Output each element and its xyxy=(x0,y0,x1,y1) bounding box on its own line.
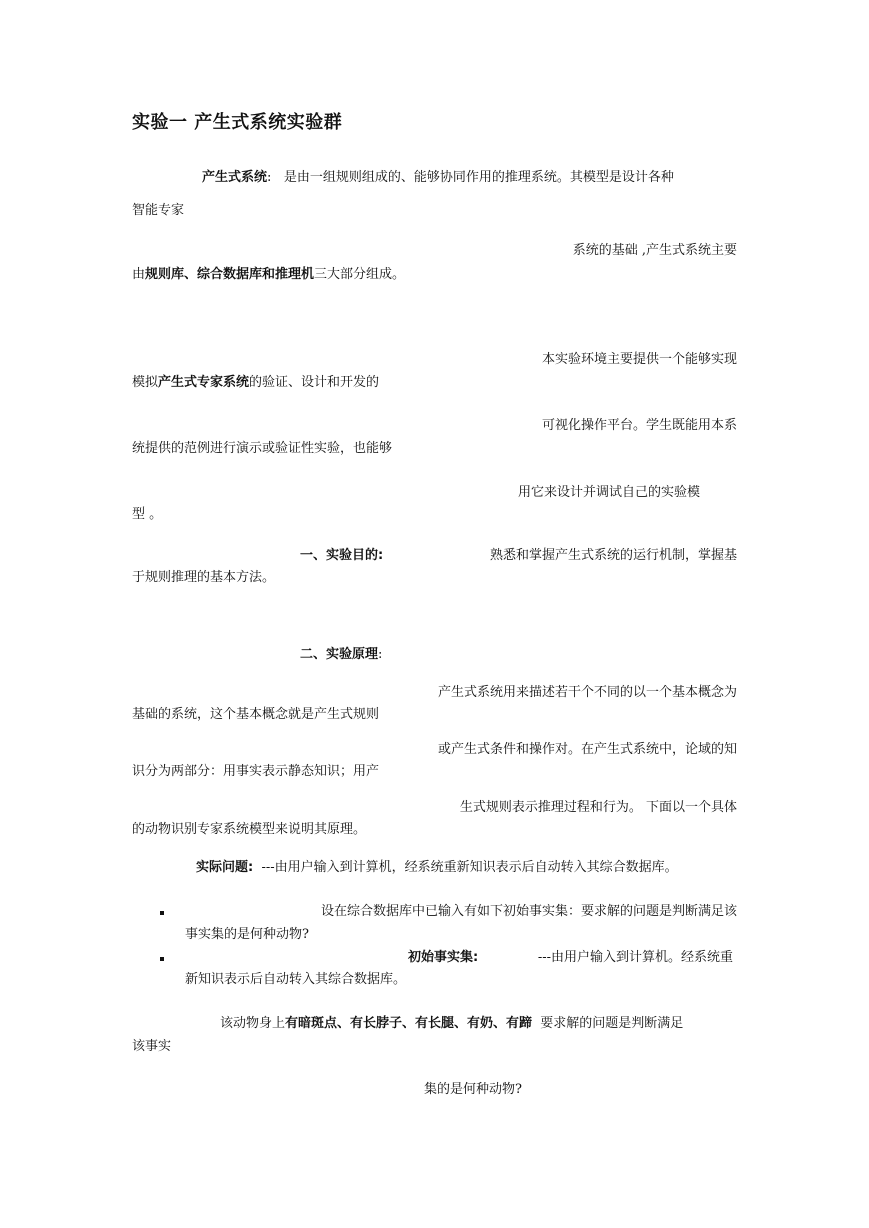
s2-colon: : xyxy=(378,647,383,662)
problem-line xyxy=(196,860,678,876)
p2-line5: 用它来设计并调试自己的实验模 xyxy=(518,485,701,500)
closing-line3: 集的是何种动物? xyxy=(424,1082,522,1097)
s1-text2: 于规则推理的基本方法。 xyxy=(132,570,276,585)
closing-line1 xyxy=(220,1016,683,1032)
page-title: 实验一 产生式系统实验群 xyxy=(132,112,343,133)
p1-line2: 智能专家 xyxy=(132,203,185,218)
s2-line6: 的动物识别专家系统模型来说明其原理。 xyxy=(132,822,367,837)
p1-text4a: 由 xyxy=(132,267,146,282)
s2-line1: 产生式系统用来描述若干个不同的以一个基本概念为 xyxy=(437,685,737,700)
bullet2-line1 xyxy=(408,950,478,966)
bullet1-line2: 事实集的是何种动物? xyxy=(185,927,309,942)
bullet2-text1: ---由用户输入到计算机。经系统重 xyxy=(537,950,733,965)
p1-colon: : xyxy=(267,170,272,185)
s1-line1 xyxy=(300,548,383,564)
s2-line5: 生式规则表示推理过程和行为。 下面以一个具体 xyxy=(459,800,737,815)
closing-line2: 该事实 xyxy=(132,1039,172,1054)
s1-text1: 熟悉和掌握产生式系统的运行机制，掌握基 xyxy=(489,548,737,563)
p2-line2b: 产生式专家系统 xyxy=(158,375,250,390)
s2-line3: 或产生式条件和操作对。在产生式系统中，论域的知 xyxy=(437,742,737,757)
p1-text1: 是由一组规则组成的、能够协同作用的推理系统。其模型是设计各种 xyxy=(283,170,674,185)
bullet2-label: 初始事实集: xyxy=(408,950,479,965)
p2-line3: 可视化操作平台。学生既能用本系 xyxy=(541,418,737,433)
p2-line4: 统提供的范例进行演示或验证性实验，也能够 xyxy=(132,441,393,456)
s2-line2: 基础的系统，这个基本概念就是产生式规则 xyxy=(132,707,380,722)
s2-heading-line xyxy=(300,647,382,663)
closing-text1c: 要求解的问题是判断满足 xyxy=(540,1016,684,1031)
problem-label: 实际问题: xyxy=(196,860,254,875)
p2-line2 xyxy=(132,375,379,391)
problem-text: ---由用户输入到计算机，经系统重新知识表示后自动转入其综合数据库。 xyxy=(261,860,678,875)
p1-label: 产生式系统 xyxy=(202,170,268,185)
p2-line6: 型 。 xyxy=(132,507,163,522)
p1-text4b: 规则库、综合数据库和推理机 xyxy=(145,267,315,282)
bullet2-line2: 新知识表示后自动转入其综合数据库。 xyxy=(185,972,407,987)
closing-text1a: 该动物身上 xyxy=(220,1016,286,1031)
p1-line3: 系统的基础 ,产生式系统主要 xyxy=(572,243,737,258)
p2-line2c: 的验证、设计和开发的 xyxy=(249,375,380,390)
p1-line4 xyxy=(132,267,405,283)
p1-text4c: 三大部分组成。 xyxy=(314,267,406,282)
bullet-marker-1 xyxy=(160,911,164,915)
p2-line1: 本实验环境主要提供一个能够实现 xyxy=(541,352,737,367)
s1-heading: 一、实验目的: xyxy=(300,548,384,563)
bullet-marker-2 xyxy=(160,957,164,961)
s2-line4: 识分为两部分：用事实表示静态知识；用产 xyxy=(132,764,380,779)
closing-text1b: 有暗斑点、有长脖子、有长腿、有奶、有蹄 xyxy=(285,1016,533,1031)
p2-line2a: 模拟 xyxy=(132,375,159,390)
bullet1-line1: 设在综合数据库中已输入有如下初始事实集：要求解的问题是判断满足该 xyxy=(320,904,737,919)
p1-line1 xyxy=(202,170,674,186)
s2-heading: 二、实验原理 xyxy=(300,647,379,662)
